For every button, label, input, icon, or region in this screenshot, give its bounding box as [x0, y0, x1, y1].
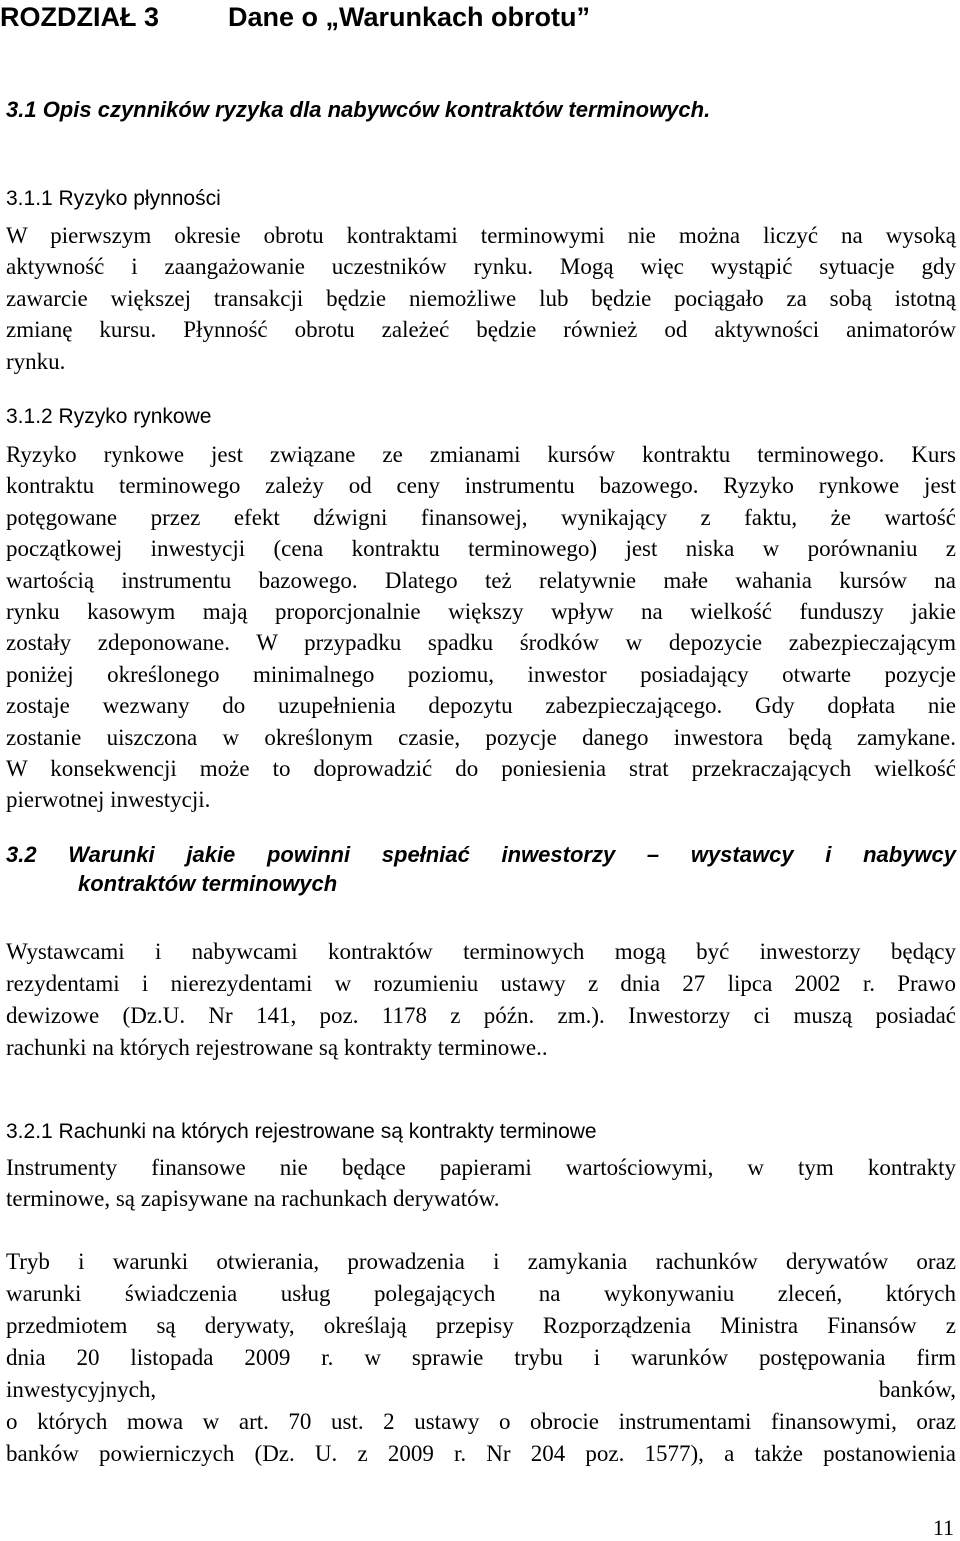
text-line: dewizowe (Dz.U. Nr 141, poz. 1178 z późn. zm.). Inwestorzy ci muszą posiadać	[6, 1003, 956, 1028]
text-line: zawarcie większej transakcji będzie niemożliwe lub będzie pociągało za sobą istotną	[6, 285, 956, 311]
text-line: pierwotnej inwestycji.	[6, 787, 211, 813]
paragraph-instrumenty	[6, 1152, 956, 1215]
text-line: rachunki na których rejestrowane są kontrakty terminowe..	[6, 1035, 548, 1060]
text-line: kontraktu terminowego zależy od ceny instrumentu bazowego. Ryzyko rynkowe jest	[6, 473, 956, 499]
section-heading-3-1: 3.1 Opis czynników ryzyka dla nabywców kontraktów terminowych.	[6, 97, 711, 122]
text-line: poniżej określonego minimalnego poziomu, inwestor posiadający otwarte pozycje	[6, 661, 956, 687]
text-line: terminowe, są zapisywane na rachunkach derywatów.	[6, 1186, 500, 1212]
paragraph-warunki-inwestorzy	[6, 936, 956, 1064]
text-line: banków powierniczych (Dz. U. z 2009 r. Nr 204 poz. 1577), a także postanowienia	[6, 1441, 956, 1466]
page-number: 11	[932, 1515, 954, 1540]
text-line: inwestycyjnych, banków,	[6, 1377, 956, 1402]
text-line: zostaje wezwany do uzupełnienia depozytu zabezpieczającego. Gdy dopłata nie	[6, 693, 956, 719]
text-line: dnia 20 listopada 2009 r. w sprawie trybu i warunków postępowania firm	[6, 1345, 956, 1370]
section-heading-3-2-cont: kontraktów terminowych	[78, 871, 338, 896]
chapter-number: ROZDZIAŁ 3	[0, 2, 159, 32]
text-line: o których mowa w art. 70 ust. 2 ustawy o obrocie instrumentami finansowymi, oraz	[6, 1409, 956, 1434]
text-line: Wystawcami i nabywcami kontraktów terminowych mogą być inwestorzy będący	[6, 939, 956, 964]
subsection-heading-3-1-1: 3.1.1 Ryzyko płynności	[6, 187, 221, 210]
text-line: W konsekwencji może to doprowadzić do poniesienia strat przekraczających wielkość	[6, 755, 956, 781]
text-line: przedmiotem są derywaty, określają przepisy Rozporządzenia Ministra Finansów z	[6, 1313, 956, 1338]
text-line: początkowej inwestycji (cena kontraktu terminowego) jest niska w porównaniu z	[6, 536, 956, 562]
text-line: Ryzyko rynkowe jest związane ze zmianami kursów kontraktu terminowego. Kurs	[6, 442, 956, 467]
text-line: potęgowane przez efekt dźwigni finansowej, wynikający z faktu, że wartość	[6, 504, 956, 530]
text-line: zostały zdeponowane. W przypadku spadku środków w depozycie zabezpieczającym	[6, 630, 956, 656]
subsection-heading-3-2-1: 3.2.1 Rachunki na których rejestrowane są kontrakty terminowe	[6, 1120, 597, 1143]
text-line: zostanie uiszczona w określonym czasie, pozycje danego inwestora będą zamykane.	[6, 724, 956, 750]
text-line: rynku.	[6, 348, 66, 374]
text-line: W pierwszym okresie obrotu kontraktami terminowymi nie można liczyć na wysoką	[6, 223, 956, 248]
text-line: wartością instrumentu bazowego. Dlatego też relatywnie małe wahania kursów na	[6, 567, 956, 593]
text-line: Instrumenty finansowe nie będące papierami wartościowymi, w tym kontrakty	[6, 1155, 956, 1180]
paragraph-ryzyko-plynnosci	[6, 220, 956, 377]
section-heading-3-2: 3.2 Warunki jakie powinni spełniać inwestorzy – wystawcy i nabywcy	[6, 842, 956, 867]
chapter-heading	[0, 2, 590, 33]
text-line: rynku kasowym mają proporcjonalnie większy wpływ na wielkość funduszy jakie	[6, 598, 956, 624]
subsection-heading-3-1-2: 3.1.2 Ryzyko rynkowe	[6, 405, 212, 428]
paragraph-tryb-i-warunki	[6, 1246, 956, 1470]
text-line: rezydentami i nierezydentami w rozumieniu ustawy z dnia 27 lipca 2002 r. Prawo	[6, 971, 956, 996]
text-line: zmianę kursu. Płynność obrotu zależeć będzie również od aktywności animatorów	[6, 317, 956, 343]
text-line: warunki świadczenia usług polegających na wykonywaniu zleceń, których	[6, 1281, 956, 1306]
text-line: Tryb i warunki otwierania, prowadzenia i zamykania rachunków derywatów oraz	[6, 1249, 956, 1274]
chapter-title: Dane o „Warunkach obrotu”	[228, 2, 591, 32]
text-line: aktywność i zaangażowanie uczestników rynku. Mogą więc wystąpić sytuacje gdy	[6, 254, 956, 280]
paragraph-ryzyko-rynkowe	[6, 439, 956, 816]
